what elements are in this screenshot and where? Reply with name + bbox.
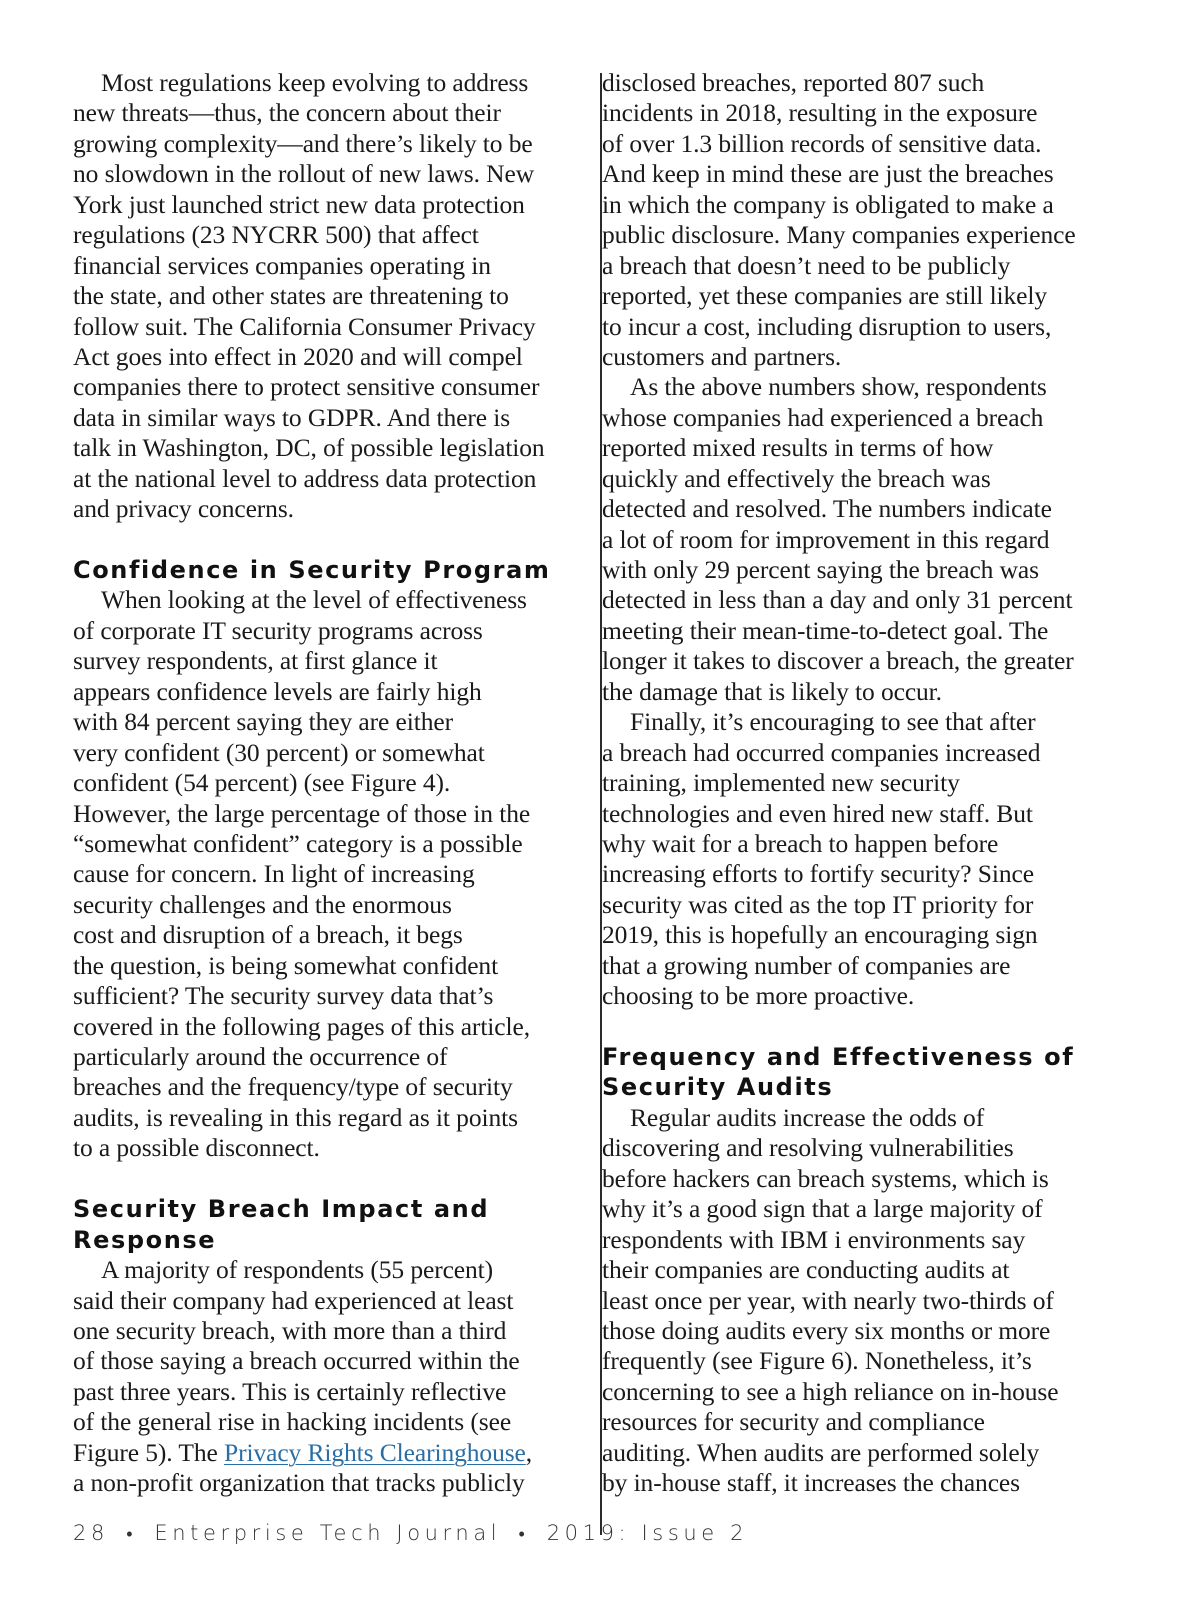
text-line: increasing efforts to fortify security? Since — [602, 859, 1034, 889]
bullet-separator-icon: • — [518, 1524, 530, 1545]
text-line: detected and resolved. The numbers indicate — [602, 494, 1052, 524]
text-line-with-link — [73, 1438, 573, 1468]
text-line: growing complexity—and there’s likely to be — [73, 128, 533, 158]
text-line: one security breach, with more than a third — [73, 1315, 507, 1345]
text-line: York just launched strict new data protection — [73, 189, 525, 219]
text-line: before hackers can breach systems, which is — [602, 1163, 1049, 1193]
text-line: covered in the following pages of this article, — [73, 1011, 530, 1041]
text-line: very confident (30 percent) or somewhat — [73, 737, 485, 767]
text-line: those doing audits every six months or more — [602, 1315, 1051, 1345]
text-line: choosing to be more proactive. — [602, 981, 915, 1011]
section-heading: Frequency and Effectiveness of — [602, 1043, 1075, 1071]
text-line: no slowdown in the rollout of new laws. New — [73, 159, 535, 189]
text-line: that a growing number of companies are — [602, 950, 1011, 980]
text-line: discovering and resolving vulnerabilities — [602, 1133, 1014, 1163]
text-line: When looking at the level of effectiveness — [101, 585, 527, 615]
text-line: customers and partners. — [602, 341, 842, 371]
text-line: appears confidence levels are fairly high — [73, 676, 482, 706]
text-line: survey respondents, at first glance it — [73, 646, 438, 676]
text-line: with only 29 percent saying the breach was — [602, 555, 1039, 584]
text-line: said their company had experienced at least — [73, 1285, 514, 1315]
bullet-separator-icon: • — [126, 1524, 138, 1545]
text-line: and privacy concerns. — [73, 494, 294, 524]
text-line: Most regulations keep evolving to address — [101, 68, 529, 97]
section-spacer — [73, 1164, 573, 1194]
text-line: And keep in mind these are just the breaches — [602, 159, 1054, 189]
text-line: technologies and even hired new staff. But — [602, 798, 1033, 828]
text-line: by in-house staff, it increases the chances — [602, 1468, 1020, 1498]
text-line: audits, is revealing in this regard as it points — [73, 1102, 518, 1132]
text-line: cost and disruption of a breach, it begs — [73, 920, 463, 950]
text-line: breaches and the frequency/type of security — [73, 1072, 513, 1102]
finally-paragraph — [602, 707, 1122, 1011]
text-line: auditing. When audits are performed solely — [602, 1437, 1040, 1467]
section-breach — [73, 1194, 573, 1498]
text-line: why it’s a good sign that a large majority of — [602, 1194, 1043, 1224]
text-line: reported, yet these companies are still likely — [602, 281, 1048, 311]
section-heading: Confidence in Security Program — [73, 556, 551, 584]
text-line: As the above numbers show, respondents — [630, 372, 1047, 402]
text-line: Finally, it’s encouraging to see that after — [630, 707, 1036, 737]
text-line: Regular audits increase the odds of — [630, 1102, 985, 1132]
text-line: regulations (23 NYCRR 500) that affect — [73, 220, 479, 250]
text-line: a breach that doesn’t need to be publicly — [602, 250, 1011, 280]
text-line: However, the large percentage of those in the — [73, 798, 531, 828]
text-line: disclosed breaches, reported 807 such — [602, 68, 985, 97]
text-line: a lot of room for improvement in this regard — [602, 524, 1050, 554]
text-line: the damage that is likely to occur. — [602, 676, 942, 706]
text-line: their companies are conducting audits at — [602, 1255, 1010, 1285]
page-footer — [73, 1521, 748, 1545]
text-line: of over 1.3 billion records of sensitive data. — [602, 128, 1042, 158]
text-line: follow suit. The California Consumer Privacy — [73, 311, 536, 341]
text-line: training, implemented new security — [602, 768, 960, 798]
text-fragment: , — [525, 1437, 533, 1467]
section-heading-continued: Security Audits — [602, 1073, 834, 1102]
numbers-paragraph — [602, 372, 1122, 707]
section-confidence — [73, 555, 573, 1164]
section-heading-continued: Response — [73, 1225, 217, 1254]
text-fragment: Figure 5). The — [73, 1437, 225, 1467]
text-line: financial services companies operating in — [73, 250, 491, 280]
section-spacer — [602, 1012, 1122, 1042]
privacy-rights-clearinghouse-link[interactable]: Privacy Rights Clearinghouse — [224, 1437, 526, 1467]
text-line: to a possible disconnect. — [73, 1133, 320, 1163]
text-line: 2019, this is hopefully an encouraging sign — [602, 920, 1038, 950]
text-line: to incur a cost, including disruption to users, — [602, 311, 1052, 341]
section-heading: Security Breach Impact and — [73, 1195, 490, 1224]
text-line: in which the company is obligated to make a — [602, 189, 1054, 219]
text-line: detected in less than a day and only 31 percent — [602, 585, 1073, 615]
text-line: at the national level to address data protection — [73, 463, 537, 493]
text-line: companies there to protect sensitive consumer — [73, 372, 540, 402]
left-column — [73, 68, 573, 1499]
text-line: A majority of respondents (55 percent) — [101, 1255, 494, 1285]
text-line: incidents in 2018, resulting in the exposure — [602, 98, 1038, 128]
publication-name: Enterprise Tech Journal — [154, 1521, 502, 1545]
text-line: “somewhat confident” category is a possible — [73, 828, 523, 858]
page-number: 28 — [73, 1521, 109, 1545]
intro-paragraph — [73, 68, 573, 525]
text-line: least once per year, with nearly two-thirds of — [602, 1285, 1054, 1315]
text-line: security was cited as the top IT priority for — [602, 889, 1034, 919]
text-line: cause for concern. In light of increasing — [73, 859, 475, 889]
text-line: past three years. This is certainly reflective — [73, 1376, 507, 1406]
text-line: of the general rise in hacking incidents (see — [73, 1407, 512, 1437]
text-line: Act goes into effect in 2020 and will compel — [73, 341, 523, 371]
section-spacer — [73, 525, 573, 555]
text-line: the question, is being somewhat confident — [73, 950, 499, 980]
right-column — [602, 68, 1122, 1499]
text-line: security challenges and the enormous — [73, 889, 452, 919]
text-line: sufficient? The security survey data that’s — [73, 981, 494, 1011]
text-line: talk in Washington, DC, of possible legislation — [73, 433, 545, 463]
text-line: longer it takes to discover a breach, the greater — [602, 646, 1074, 676]
text-line: a breach had occurred companies increased — [602, 737, 1041, 767]
text-line: the state, and other states are threatening to — [73, 281, 509, 311]
text-line: of corporate IT security programs across — [73, 615, 483, 645]
text-line: respondents with IBM i environments say — [602, 1224, 1026, 1254]
section-audits — [602, 1042, 1122, 1499]
text-line: concerning to see a high reliance on in-house — [602, 1376, 1059, 1406]
text-line: reported mixed results in terms of how — [602, 433, 994, 463]
text-line: a non-profit organization that tracks publicly — [73, 1468, 525, 1498]
text-line: public disclosure. Many companies experience — [602, 220, 1076, 250]
text-line: confident (54 percent) (see Figure 4). — [73, 768, 451, 798]
text-line: meeting their mean-time-to-detect goal. The — [602, 615, 1049, 645]
text-line: resources for security and compliance — [602, 1407, 985, 1437]
continued-paragraph — [602, 68, 1122, 372]
text-line: why wait for a breach to happen before — [602, 828, 999, 858]
issue-label: 2019: Issue 2 — [546, 1521, 749, 1545]
text-line: data in similar ways to GDPR. And there is — [73, 402, 511, 432]
text-line: new threats—thus, the concern about their — [73, 98, 501, 128]
text-line: quickly and effectively the breach was — [602, 463, 991, 493]
text-line: with 84 percent saying they are either — [73, 707, 453, 737]
text-line: particularly around the occurrence of — [73, 1042, 448, 1071]
text-line: frequently (see Figure 6). Nonetheless, it’s — [602, 1346, 1032, 1376]
text-line: of those saying a breach occurred within the — [73, 1346, 520, 1376]
text-line: whose companies had experienced a breach — [602, 402, 1044, 432]
